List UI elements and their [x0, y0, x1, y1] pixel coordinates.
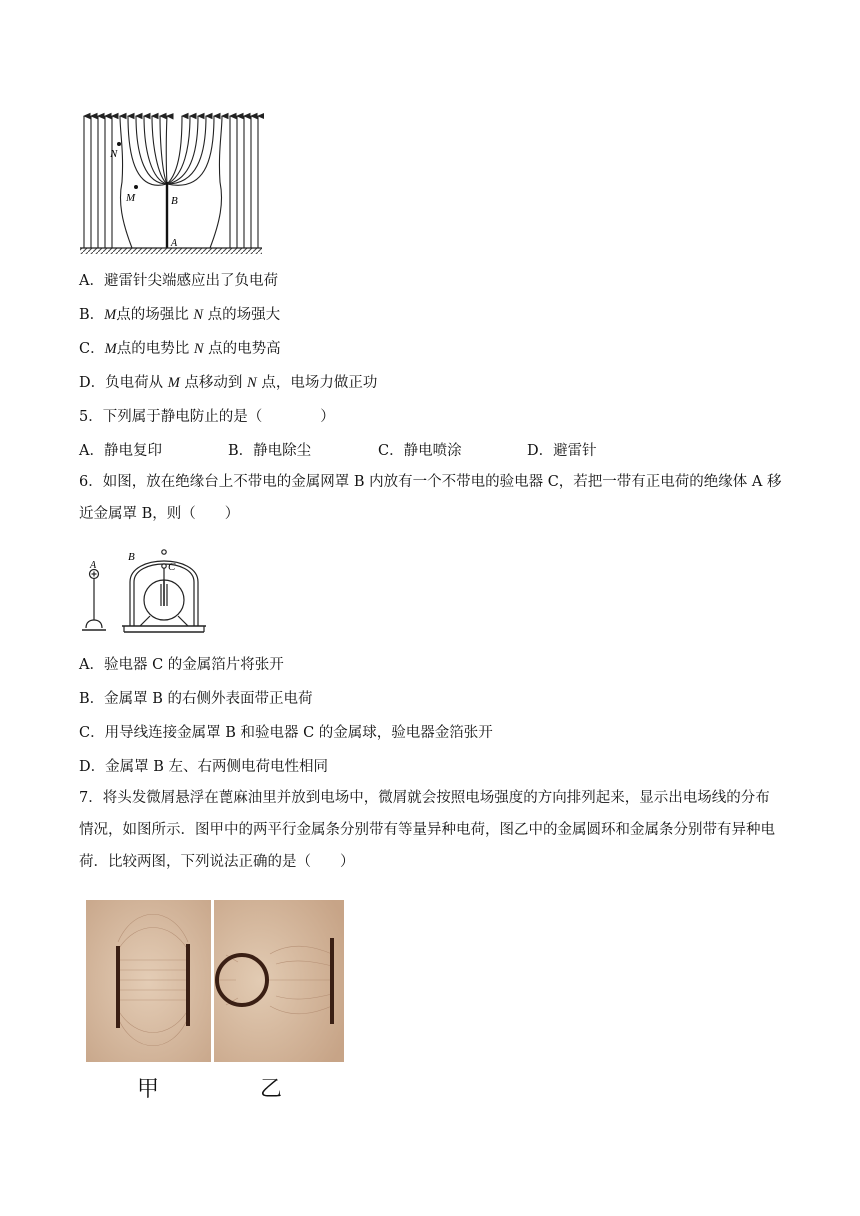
- label-A: A: [171, 238, 178, 249]
- q4-option-b: B．M点的场强比 N 点的场强大: [79, 307, 281, 323]
- q6-option-b: B．金属罩 B 的右侧外表面带正电荷: [79, 691, 313, 707]
- label-C: C: [168, 561, 176, 573]
- q6-option-d: D．金属罩 B 左、右两侧电荷电性相同: [79, 759, 328, 775]
- label-jia: 甲: [137, 1077, 160, 1102]
- lightning-rod-field-figure: [78, 112, 264, 258]
- q5-option-b: B．静电除尘: [228, 443, 312, 459]
- q6-option-a: A．验电器 C 的金属箔片将张开: [79, 657, 284, 673]
- label-yi: 乙: [260, 1077, 283, 1102]
- label-B: B: [171, 195, 178, 207]
- electroscope-figure: [80, 544, 222, 636]
- q5-option-c: C．静电喷涂: [378, 443, 462, 459]
- field-lines-photo: [86, 900, 344, 1062]
- q5-stem: 5．下列属于静电防止的是（ ）: [79, 409, 335, 425]
- q6-option-c: C．用导线连接金属罩 B 和验电器 C 的金属球，验电器金箔张开: [79, 725, 493, 741]
- q4-option-a: A．避雷针尖端感应出了负电荷: [79, 273, 278, 289]
- label-B: B: [128, 551, 135, 563]
- q4-option-d: D．负电荷从 M 点移动到 N 点，电场力做正功: [79, 375, 378, 391]
- q4-option-c: C．M点的电势比 N 点的电势高: [79, 341, 281, 357]
- q6-stem: 6．如图，放在绝缘台上不带电的金属网罩 B 内放有一个不带电的验电器 C，若把一带有正电荷的绝缘体 A 移近金属罩 B，则（ ）: [79, 474, 782, 522]
- label-N: N: [110, 148, 118, 160]
- label-M: M: [126, 192, 136, 204]
- q7-stem: 7．将头发微屑悬浮在蓖麻油里并放到电场中，微屑就会按照电场强度的方向排列起来，显示出电场线的分布情况，如图所示．图甲中的两平行金属条分别带有等量异种电荷，图乙中的金属圆环和金属条分别带有异种电荷．比较两图，下列说法正确的是（ ）: [79, 790, 775, 870]
- label-A: A: [90, 560, 97, 571]
- q5-option-a: A．静电复印: [79, 443, 162, 459]
- q5-option-d: D．避雷针: [527, 443, 597, 459]
